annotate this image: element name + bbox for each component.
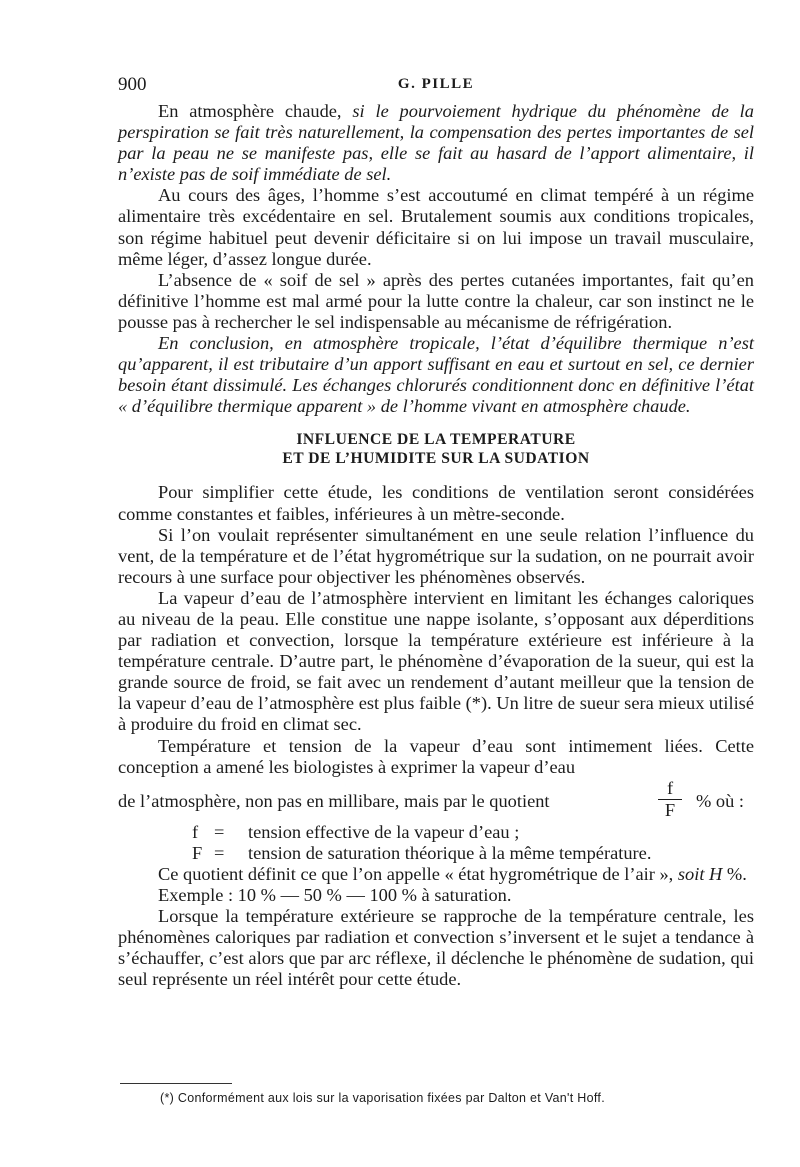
formula-lead-text: de l’atmosphère, non pas en millibare, mais par le quotient bbox=[118, 790, 550, 811]
page-body bbox=[118, 101, 754, 990]
page-number: 900 bbox=[118, 74, 147, 95]
section-heading-line-1: INFLUENCE DE LA TEMPERATURE bbox=[296, 431, 576, 449]
paragraph-relation: Si l’on voulait représenter simultanément en une seule relation l’influence du vent, de la température et de l’état hygrométrique sur la sudation, on ne pourrait avoir recours à une surface pour objectiver les phénomènes observés. bbox=[118, 524, 754, 587]
definition-text: tension effective de la vapeur d’eau ; bbox=[248, 821, 520, 842]
paragraph-etat-hygrometrique bbox=[118, 864, 754, 885]
paragraph-tail: %. bbox=[722, 863, 747, 884]
definition-symbol: F bbox=[192, 842, 203, 863]
formula-tail-text: % où : bbox=[696, 790, 745, 811]
definition-text: tension de saturation théorique à la même température. bbox=[248, 842, 652, 863]
paragraph-soif-de-sel: L’absence de « soif de sel » après des pertes cutanées importantes, fait qu’en définitive l’homme est mal armé pour la lutte contre la chaleur, car son instinct ne le pousse pas à rechercher le sel indispensable au mécanisme de réfrigération. bbox=[118, 269, 754, 332]
definition-equals: = bbox=[214, 842, 225, 863]
footnote-rule bbox=[120, 1083, 232, 1084]
fraction-denominator: F bbox=[664, 799, 676, 820]
paragraph-vapeur-eau: La vapeur d’eau de l’atmosphère intervient en limitant les échanges caloriques au niveau de la peau. Elle constitue une nappe isolante, s’opposant aux déperditions par radiation et convection, lorsque la température extérieure est inférieure à la température centrale. D’autre part, le phénomène d’évaporation de la sueur, qui est la grande source de froid, se fait avec un rendement d’autant meilleur que la tension de la vapeur d’eau de l’atmosphère est plus faible (*). Un litre de sueur sera mieux utilisé à produire du froid en climat sec. bbox=[118, 587, 754, 735]
paragraph-ventilation: Pour simplifier cette étude, les conditions de ventilation seront considérées comme constantes et faibles, inférieures à un mètre-seconde. bbox=[118, 482, 754, 524]
definition-f bbox=[118, 822, 754, 843]
running-head: G. PILLE bbox=[397, 76, 475, 92]
paragraph-temperature-tension: Température et tension de la vapeur d’eau sont intimement liées. Cette conception a amené les biologistes à exprimer la vapeur d’eau bbox=[118, 735, 754, 777]
paragraph-italic: si le pourvoiement hydrique du phénomène de la perspiration se fait très naturellement, la compensation des pertes importantes de sel par la peau ne se manifeste pas, elle se fait au hasard de l’apport alimentaire, il n’existe pas de soif immédiate de sel. bbox=[118, 101, 754, 185]
paragraph-lead: Ce quotient définit ce que l’on appelle « état hygrométrique de l’air », bbox=[158, 863, 678, 884]
definition-F bbox=[118, 843, 754, 864]
footnote: (*) Conformément aux lois sur la vaporisation fixées par Dalton et Van't Hoff. bbox=[160, 1091, 605, 1105]
quotient-fraction bbox=[656, 778, 684, 821]
formula-line bbox=[118, 778, 754, 822]
paragraph-exemple: Exemple : 10 % — 50 % — 100 % à saturation. bbox=[158, 885, 512, 905]
definition-symbol: f bbox=[192, 821, 199, 842]
section-heading-line-2: ET DE L’HUMIDITE SUR LA SUDATION bbox=[282, 450, 590, 468]
definition-equals: = bbox=[214, 821, 225, 842]
fraction-numerator: f bbox=[666, 777, 674, 798]
paragraph-acclimatation: Au cours des âges, l’homme s’est accoutumé en climat tempéré à un régime alimentaire très excédentaire en sel. Brutalement soumis aux conditions tropicales, son régime habituel peut devenir déficitaire si on lui impose un travail musculaire, même léger, d’assez longue durée. bbox=[118, 185, 754, 269]
paragraph-conclusion: En conclusion, en atmosphère tropicale, l’état d’équilibre thermique n’est qu’apparent, il est tributaire d’un apport suffisant en eau et surtout en sel, ce dernier besoin étant dissimulé. Les échanges chlorurés conditionnent donc en définitive l’état « d’équilibre thermique apparent » de l’homme vivant en atmosphère chaude. bbox=[118, 333, 754, 417]
paragraph-perspiration bbox=[118, 101, 754, 185]
page-header bbox=[118, 74, 754, 96]
paragraph-lead: En atmosphère chaude, bbox=[158, 101, 353, 121]
paragraph-sudation: Lorsque la température extérieure se rapproche de la température centrale, les phénomènes caloriques par radiation et convection s’inversent et le sujet a tendance à s’échauffer, c’est alors que par arc réflexe, il déclenche le phénomène de sudation, qui seul représente un réel intérêt pour cette étude. bbox=[118, 906, 754, 990]
paragraph-italic: soit H bbox=[677, 863, 723, 884]
